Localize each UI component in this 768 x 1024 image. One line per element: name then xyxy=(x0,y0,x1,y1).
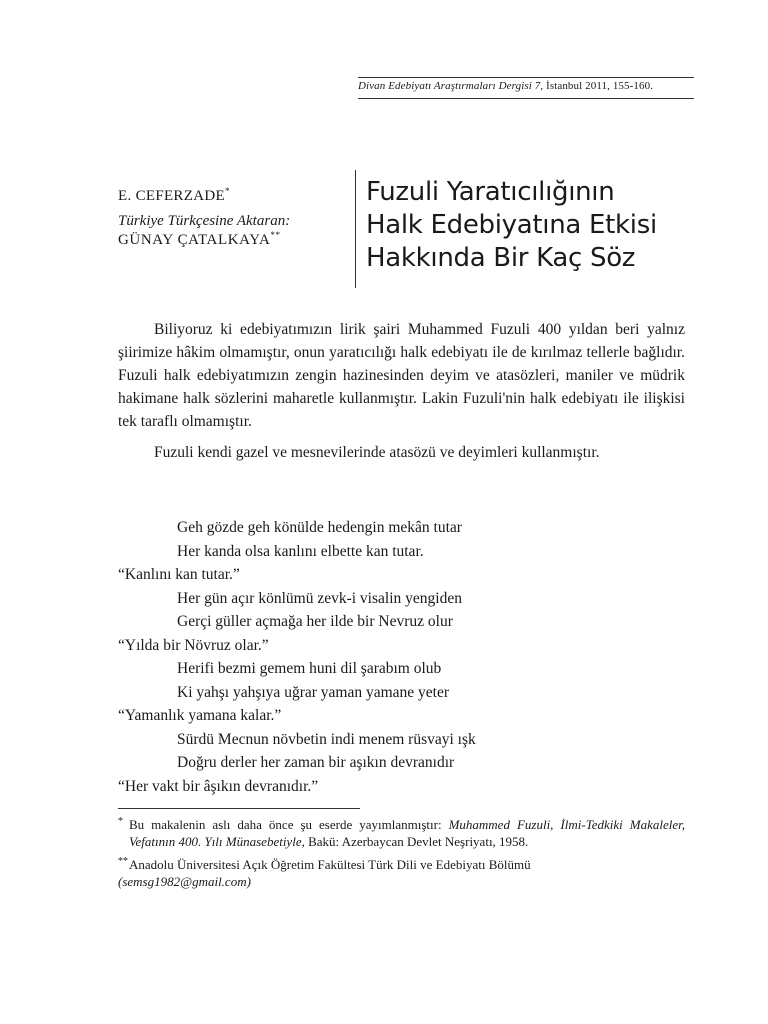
footnote-2-email[interactable]: (semsg1982@gmail.com) xyxy=(118,874,251,889)
verse-line: Geh gözde geh könülde hedengin mekân tutar xyxy=(177,519,462,536)
paragraph-1: Biliyoruz ki edebiyatımızın lirik şairi Muhammed Fuzuli 400 yıldan beri yalnız şiirimize hâkim olmamıştır, onun yaratıcılığı halk edebiyatı ile de kırılmaz tellerle bağlıdır. Fuzuli halk edebiyatımızın zengin hazinesinden deyim ve atasözleri, maniler ve müdrik hakimane halk sözlerini maharetle kullanmıştır. Lakin Fuzuli'nin halk edebiyatı ile ilişkisi tek taraflı olmamıştır. xyxy=(118,321,685,430)
footnote-1-text-c: Bakü: Azerbaycan Devlet Neşriyatı, 1958. xyxy=(304,834,529,849)
title-line-1: Fuzuli Yaratıcılığının xyxy=(366,177,615,207)
paragraph-2: Fuzuli kendi gazel ve mesnevilerinde atasözü ve deyimleri kullanmıştır. xyxy=(154,444,600,461)
proverb-line: “Her vakt bir âşıkın devranıdır.” xyxy=(118,777,319,795)
journal-name: Divan Edebiyatı Araştırmaları Dergisi 7, xyxy=(358,80,544,92)
verse-line: Her gün açır könlümü zevk-i visalin yengiden xyxy=(177,589,462,607)
author-footnote-mark: * xyxy=(224,186,230,196)
author-line xyxy=(118,188,348,205)
footnote-2 xyxy=(118,856,685,890)
translator-label: Türkiye Türkçesine Aktaran: xyxy=(118,213,291,229)
header-bottom-rule xyxy=(358,98,694,99)
translator-line xyxy=(118,232,348,249)
author-block xyxy=(118,188,348,249)
proverb-line: “Yılda bir Növruz olar.” xyxy=(118,636,269,654)
proverb-line: “Kanlını kan tutar.” xyxy=(118,566,240,583)
footnote-rule xyxy=(118,808,360,809)
verse-line: Her kanda olsa kanlını elbette kan tutar. xyxy=(177,542,424,560)
verse-line: Ki yahşı yahşıya uğrar yaman yamane yeter xyxy=(177,683,450,701)
footnote-1-source-title: Muhammed Fuzuli, İlmi-Tedkiki Makaleler, Vefatının 400. Yılı Münasebetiyle, xyxy=(129,817,686,849)
title-line-3: Hakkında Bir Kaç Söz xyxy=(366,243,636,273)
verse-line: Gerçi güller açmağa her ilde bir Nevruz olur xyxy=(177,613,453,630)
poem-excerpts xyxy=(118,516,685,798)
footnotes xyxy=(118,816,685,890)
verse-line: Herifi bezmi gemem huni dil şarabım olub xyxy=(177,660,442,677)
running-header xyxy=(358,80,694,92)
verse-line: Sürdü Mecnun növbetin indi menem rüsvayi ışk xyxy=(177,730,476,748)
footnote-1-mark: * xyxy=(118,816,123,827)
journal-issue-info: İstanbul 2011, 155-160. xyxy=(543,80,654,92)
verse-line: Doğru derler her zaman bir aşıkın devranıdır xyxy=(177,754,455,771)
article-title xyxy=(366,176,696,275)
translator-footnote-mark: ** xyxy=(270,230,281,240)
footnote-2-affiliation: Anadolu Üniversitesi Açık Öğretim Fakültesi Türk Dili ve Edebiyatı Bölümü xyxy=(129,857,531,872)
proverb-line: “Yamanlık yamana kalar.” xyxy=(118,707,282,724)
footnote-1 xyxy=(118,816,685,850)
footnote-2-mark: ** xyxy=(118,856,128,867)
title-line-2: Halk Edebiyatına Etkisi xyxy=(366,210,657,240)
footnote-1-text-a: Bu makalenin aslı daha önce şu eserde yayımlanmıştır: xyxy=(129,817,449,832)
header-top-rule xyxy=(358,77,694,78)
author-name: E. CEFERZADE xyxy=(118,188,225,204)
article-body xyxy=(118,318,685,464)
title-divider xyxy=(355,170,356,288)
translator-name: GÜNAY ÇATALKAYA xyxy=(118,232,271,248)
